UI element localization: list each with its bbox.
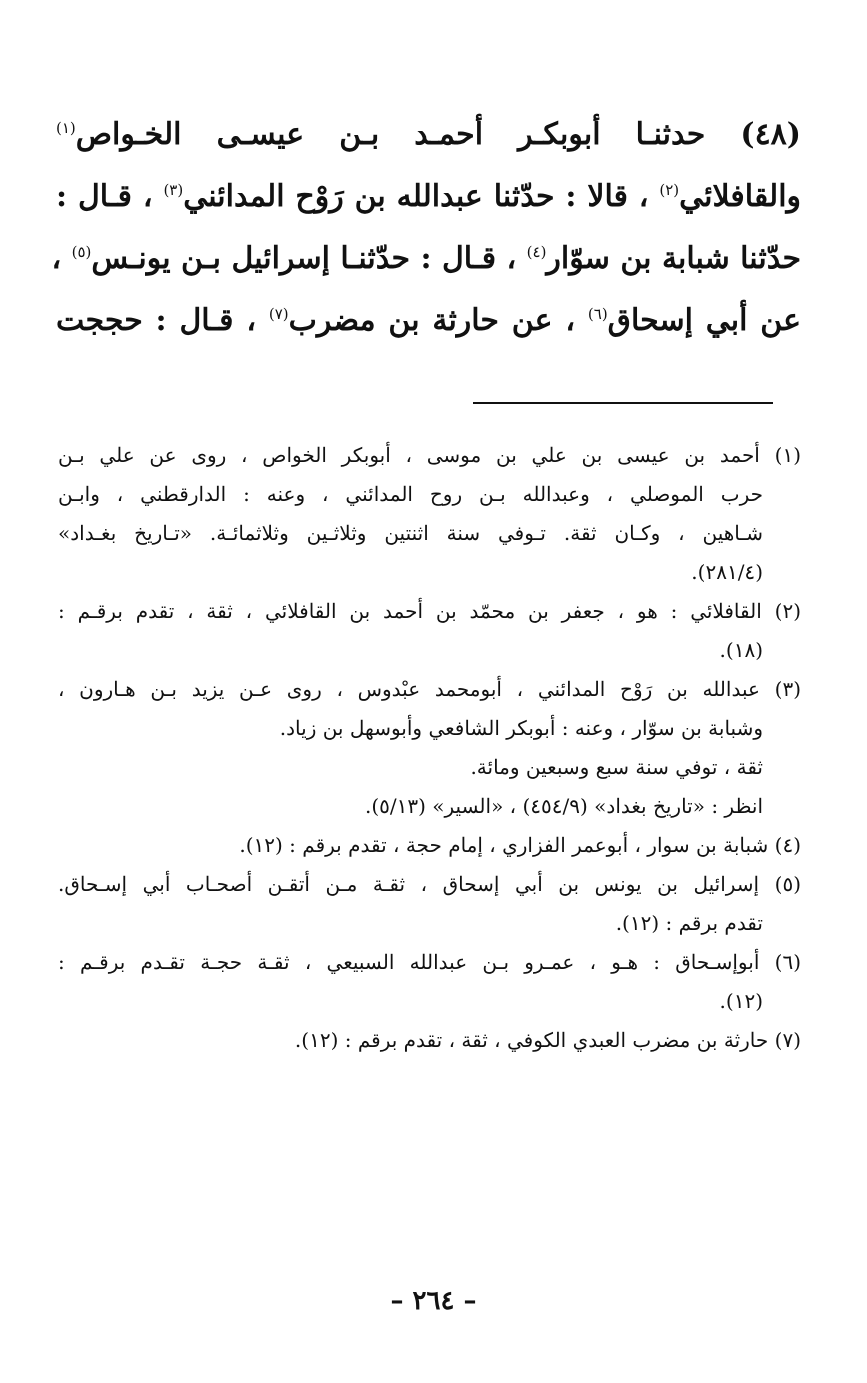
- footnote-line: انظر : «تاريخ بغداد» (٤٥٤/٩) ، «السير» (٥/١٣).: [364, 794, 763, 818]
- footnote-4: [58, 826, 801, 865]
- page-number: – ٢٦٤ –: [390, 1286, 477, 1316]
- footnote-line: (١٨).: [719, 638, 763, 662]
- footnote-marker: (٤): [526, 243, 547, 261]
- main-text-segment: والقافلائي: [679, 179, 802, 214]
- main-text-segment: ، قـال :: [56, 179, 153, 214]
- main-text-segment: عن أبي إسحاق: [607, 303, 802, 338]
- footnote-marker: (٦): [587, 305, 608, 323]
- footnote-line: (١٢).: [719, 989, 763, 1013]
- footnote-marker: (١): [56, 119, 76, 137]
- footnote-line: (٢) القافلائي : هو ، جعفر بن محمّد بن أحمد بن القافلائي ، ثقة ، تقدم برقـم :: [58, 599, 801, 623]
- footnote-line: (٦) أبوإسـحاق : هـو ، عمـرو بـن عبدالله السبيعي ، ثقـة حجـة تقـدم برقـم :: [58, 950, 801, 974]
- footnote-line: (٣) عبدالله بن رَوْح المدائني ، أبومحمد عبْدوس ، روى عـن يزيد بـن هـارون ،: [58, 677, 801, 701]
- main-text-segment: حدّثنا شبابة بن سوّار: [546, 241, 801, 276]
- main-text-segment: ، قـال : حججت: [56, 303, 257, 338]
- footnote-marker: (٣): [163, 181, 184, 199]
- main-line: [56, 290, 801, 352]
- footnote-6: [58, 943, 801, 1021]
- footnote-line: (٢٨١/٤).: [691, 560, 763, 584]
- footnote-line: (٤) شبابة بن سوار ، أبوعمر الفزاري ، إمام حجة ، تقدم برقم : (١٢).: [239, 833, 801, 857]
- main-text-segment: ،: [51, 241, 62, 276]
- main-text-segment: (٤٨) حدثنـا أبوبكـر أحمـد بـن عيسـى الخـواص: [75, 117, 801, 152]
- footnote-line: شـاهين ، وكـان ثقة. تـوفي سنة اثنتين وثلاثـين وثلاثمائـة. «تـاريخ بغـداد»: [58, 521, 763, 545]
- footnote-line: (١) أحمد بن عيسى بن علي بن موسى ، أبوبكر الخواص ، روى عن علي بـن: [58, 443, 801, 467]
- footnote-line: (٧) حارثة بن مضرب العبدي الكوفي ، ثقة ، تقدم برقم : (١٢).: [294, 1028, 801, 1052]
- footnote-line: تقدم برقم : (١٢).: [615, 911, 763, 935]
- main-text: [51, 104, 802, 352]
- footnote-line: وشبابة بن سوّار ، وعنه : أبوبكر الشافعي وأبوسهل بن زياد.: [279, 716, 763, 740]
- footnotes: [58, 436, 801, 1060]
- main-line: [51, 228, 801, 290]
- main-text-segment: ، قـال : حدّثنـا إسرائيل بـن يونـس: [91, 241, 517, 276]
- main-text-segment: ، عن حارثة بن مضرب: [288, 303, 576, 338]
- footnote-line: حرب الموصلي ، وعبدالله بـن روح المدائني ، وعنه : الدارقطني ، وابـن: [58, 482, 763, 506]
- footnote-separator: [473, 402, 773, 404]
- footnote-line: (٥) إسرائيل بن يونس بن أبي إسحاق ، ثقـة مـن أتقـن أصحـاب أبي إسـحاق.: [58, 872, 801, 896]
- footnote-marker: (٥): [71, 243, 92, 261]
- footnote-3: [58, 670, 801, 826]
- footnote-marker: (٧): [268, 305, 289, 323]
- footnote-marker: (٢): [659, 181, 680, 199]
- main-line: [56, 104, 801, 166]
- footnote-2: [58, 592, 801, 670]
- footnote-5: [58, 865, 801, 943]
- footnote-line: ثقة ، توفي سنة سبع وسبعين ومائة.: [470, 755, 763, 779]
- main-text-segment: ، قالا : حدّثنا عبدالله بن رَوْح المدائني: [183, 179, 649, 214]
- footnote-7: [58, 1021, 801, 1060]
- footnote-1: [58, 436, 801, 592]
- main-line: [56, 166, 801, 228]
